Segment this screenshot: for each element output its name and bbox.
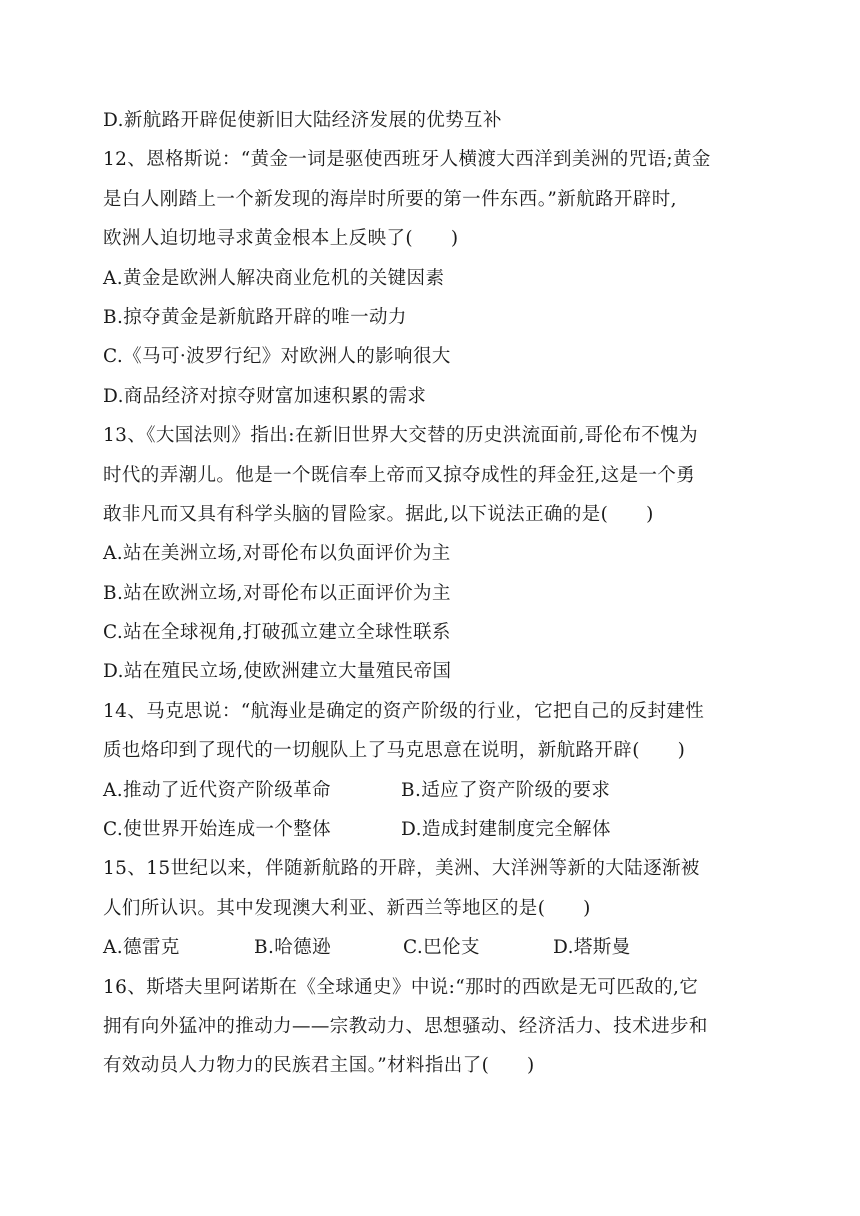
q15-options-row <box>103 928 763 967</box>
q15-option-a: A.德雷克 <box>103 937 180 959</box>
q12-option-a: A.黄金是欧洲人解决商业危机的关键因素 <box>103 267 445 289</box>
q12-stem-line-3: 欧洲人迫切地寻求黄金根本上反映了( ) <box>103 228 459 250</box>
q14-stem-line-2: 质也烙印到了现代的一切舰队上了马克思意在说明，新航路开辟( ) <box>103 740 686 762</box>
q15-option-c: C.巴伦支 <box>403 937 480 959</box>
q14-options-row-1 <box>103 771 763 810</box>
q13-option-b: B.站在欧洲立场,对哥伦布以正面评价为主 <box>103 582 451 604</box>
q12-option-c: C.《马可·波罗行纪》对欧洲人的影响很大 <box>103 346 451 368</box>
q16-stem-line-3: 有效动员人力物力的民族君主国。”材料指出了( ) <box>103 1055 535 1077</box>
q15-option-b: B.哈德逊 <box>254 937 331 959</box>
q16-stem-line-1: 16、斯塔夫里阿诺斯在《全球通史》中说:“那时的西欧是无可匹敌的,它 <box>103 976 699 998</box>
q14-stem-line-1: 14、马克思说：“航海业是确定的资产阶级的行业，它把自己的反封建性 <box>103 700 705 722</box>
q12-stem-line-2: 是白人刚踏上一个新发现的海岸时所要的第一件东西。”新航路开辟时, <box>103 188 677 210</box>
q15-stem-line-1: 15、15世纪以来，伴随新航路的开辟，美洲、大洋洲等新的大陆逐渐被 <box>103 858 700 880</box>
q16-stem-line-2: 拥有向外猛冲的推动力——宗教动力、思想骚动、经济活力、技术进步和 <box>103 1015 708 1037</box>
q14-option-b: B.适应了资产阶级的要求 <box>401 779 611 801</box>
q13-stem-line-2: 时代的弄潮儿。他是一个既信奉上帝而又掠夺成性的拜金狂,这是一个勇 <box>103 464 696 486</box>
q11-option-d: D.新航路开辟促使新旧大陆经济发展的优势互补 <box>103 110 502 131</box>
q14-option-c: C.使世界开始连成一个整体 <box>103 819 332 841</box>
q14-options-row-2 <box>103 810 763 849</box>
q13-stem-line-1: 13、《大国法则》指出:在新旧世界大交替的历史洪流面前,哥伦布不愧为 <box>103 425 699 447</box>
q12-option-b: B.掠夺黄金是新航路开辟的唯一动力 <box>103 306 407 328</box>
q14-option-d: D.造成封建制度完全解体 <box>401 819 611 841</box>
q13-option-c: C.站在全球视角,打破孤立建立全球性联系 <box>103 622 451 644</box>
question-15 <box>103 849 763 967</box>
question-12 <box>103 140 763 416</box>
q13-stem-line-3: 敢非凡而又具有科学头脑的冒险家。据此,以下说法正确的是( ) <box>103 503 654 525</box>
question-16 <box>103 968 763 1086</box>
q13-option-d: D.站在殖民立场,使欧洲建立大量殖民帝国 <box>103 661 452 683</box>
q13-option-a: A.站在美洲立场,对哥伦布以负面评价为主 <box>103 543 451 565</box>
q12-stem-line-1: 12、恩格斯说：“黄金一词是驱使西班牙人横渡大西洋到美洲的咒语;黄金 <box>103 149 711 171</box>
q15-option-d: D.塔斯曼 <box>553 937 631 959</box>
q14-option-a: A.推动了近代资产阶级革命 <box>103 779 331 801</box>
q15-stem-line-2: 人们所认识。其中发现澳大利亚、新西兰等地区的是( ) <box>103 897 591 919</box>
document-page <box>103 101 763 1086</box>
question-13 <box>103 416 763 692</box>
question-14 <box>103 692 763 850</box>
q12-option-d: D.商品经济对掠夺财富加速积累的需求 <box>103 385 427 407</box>
